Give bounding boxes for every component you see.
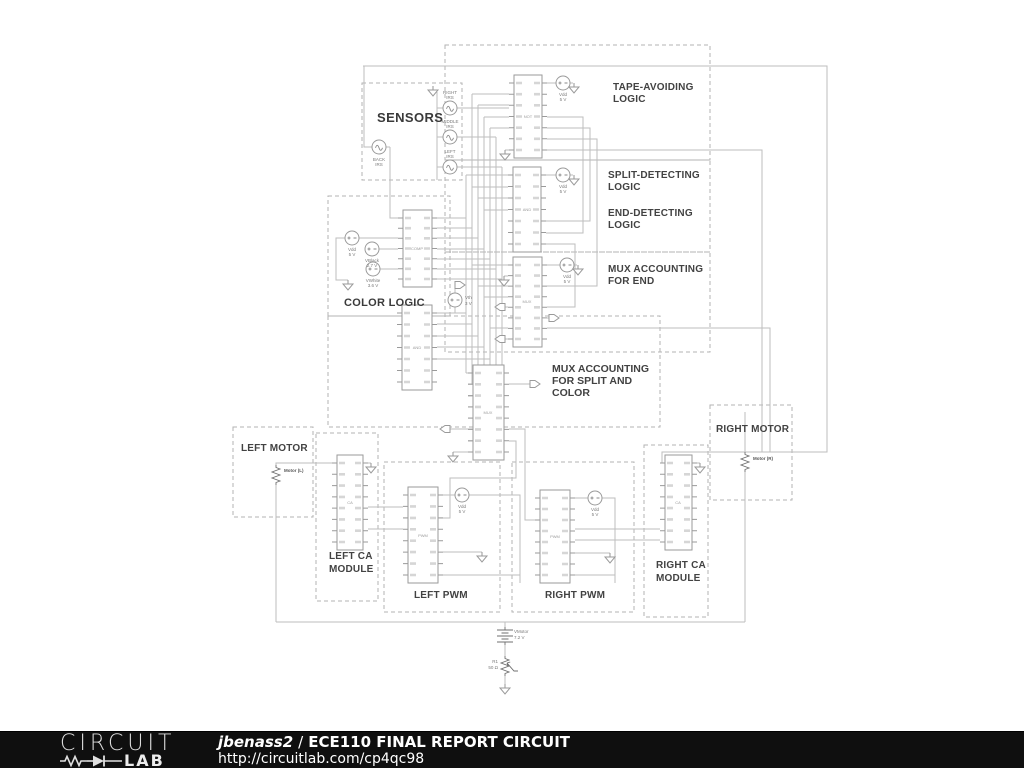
chip-comp-color <box>398 210 437 287</box>
sensor-source-icon <box>372 140 386 154</box>
motor-left-label: Motor (L) <box>284 468 304 473</box>
footer-title-line <box>218 733 570 751</box>
vmotor-label: 7.2 V <box>514 635 525 640</box>
vdd-right-pwm-label: Vdd <box>590 507 600 512</box>
motor-right-label: Motor (R) <box>753 456 773 461</box>
vdd-split-label: Vdd <box>558 184 568 189</box>
sensor-middle-label: MIDDLE <box>441 119 459 124</box>
region-box-tape <box>445 45 710 160</box>
footer-url[interactable]: http://circuitlab.com/cp4qc98 <box>218 751 425 767</box>
chip-ca-right <box>660 455 697 550</box>
region-label-color: COLOR LOGIC <box>344 297 425 309</box>
region-label-split: LOGIC <box>608 182 641 193</box>
ground-icon <box>499 276 509 286</box>
r1-label: 50 Ω <box>488 665 498 670</box>
vdd-mux-end-label: 5 V <box>563 279 571 284</box>
motor-right-resistor <box>741 452 749 472</box>
vth-label: 3 V <box>465 301 472 306</box>
chip-mux-split <box>468 365 509 460</box>
sensor-back-label: BACK <box>372 157 386 162</box>
resistor-diode-icon <box>60 754 122 768</box>
region-label-sensors: SENSORS <box>377 110 444 125</box>
vdd-tape-label: 5 V <box>559 97 567 102</box>
region-label-right-pwm: RIGHT PWM <box>545 590 606 601</box>
vwhite-label: 3.6 V <box>367 283 379 288</box>
chip-comp-label: COMP <box>411 246 423 251</box>
region-label-mux-split: MUX ACCOUNTING <box>552 363 650 375</box>
circuitlab-logo[interactable] <box>60 731 210 768</box>
region-label-end: END-DETECTING <box>608 208 693 219</box>
chip-and-color <box>397 305 437 390</box>
chip-and-split <box>508 167 546 252</box>
sensor-back-label: IRS <box>375 162 383 167</box>
sensor-middle-label: IRS <box>446 124 454 129</box>
ground-icon <box>605 553 615 563</box>
dc-source-icon <box>588 491 602 505</box>
sensor-left-label: IRS <box>446 154 454 159</box>
region-label-split: SPLIT-DETECTING <box>608 170 700 181</box>
dc-source-icon <box>455 488 469 502</box>
sensor-right-label: RIGHT <box>443 90 457 95</box>
ground-icon <box>569 83 579 93</box>
ground-icon <box>366 463 376 473</box>
region-label-right-ca: RIGHT CA <box>656 560 706 571</box>
vdd-color-label: Vdd <box>347 247 357 252</box>
dc-source-icon <box>556 168 570 182</box>
region-label-left-ca: MODULE <box>329 564 374 575</box>
chip-not-label: NOT <box>523 114 533 119</box>
ground-icon <box>448 452 458 462</box>
footer-username: jbenass2 <box>218 733 294 751</box>
region-label-left-ca: LEFT CA <box>329 551 373 562</box>
node-flag-right-icon <box>530 381 540 388</box>
vmotor-label: VMotor <box>514 629 529 634</box>
chip-pwm-left-label: PWM <box>418 533 428 538</box>
footer-divider: / <box>298 733 304 751</box>
chip-mux-split-label: MUX <box>483 410 493 415</box>
sensor-source-icon <box>443 160 457 174</box>
ground-icon <box>500 684 510 694</box>
r1-label: R1 <box>492 659 498 664</box>
vdd-left-pwm-label: 5 V <box>458 509 466 514</box>
sensor-source-icon <box>443 130 457 144</box>
ground-icon <box>477 552 487 562</box>
region-label-tape: TAPE-AVOIDING <box>613 82 694 93</box>
vwhite-label: VWhite <box>365 278 381 283</box>
ground-icon <box>695 463 705 473</box>
battery-vmotor <box>497 627 513 645</box>
vdd-tape-label: Vdd <box>558 92 568 97</box>
chip-and2-label: AND <box>412 345 422 350</box>
vdd-split-label: 5 V <box>559 189 567 194</box>
ground-icon <box>569 175 579 185</box>
region-label-right-ca: MODULE <box>656 573 701 584</box>
chip-pwm-right-label: PWM <box>550 534 560 539</box>
chip-pwm-left <box>403 487 443 583</box>
sensor-left-label: LEFT <box>444 149 456 154</box>
region-label-mux-split: COLOR <box>552 387 590 399</box>
chip-not-tape <box>509 75 547 158</box>
chip-ca-right-label: CA <box>675 500 681 505</box>
vdd-right-pwm-label: 5 V <box>591 512 599 517</box>
vth-label: Vth <box>465 295 472 300</box>
chip-mux-end-label: MUX <box>522 299 532 304</box>
footer-caption <box>218 733 570 768</box>
vblack-label: VBlack <box>364 258 380 263</box>
logo-circuit-text: CIRCUIT <box>60 731 176 756</box>
region-label-right-motor: RIGHT MOTOR <box>716 424 790 435</box>
potentiometer-r1 <box>501 656 518 676</box>
dc-source-icon <box>448 293 462 307</box>
region-label-mux-end: FOR END <box>608 276 655 287</box>
sensor-source-icon <box>443 101 457 115</box>
footer-bar <box>0 731 1024 768</box>
sensor-right-label: IRS <box>446 95 454 100</box>
chip-mux-end <box>508 257 547 347</box>
footer-title: ECE110 FINAL REPORT CIRCUIT <box>308 733 571 751</box>
node-flag-right-icon <box>455 282 465 289</box>
vdd-color-label: 5 V <box>348 252 356 257</box>
node-flag-right-icon <box>549 315 559 322</box>
ground-icon <box>343 280 353 290</box>
vdd-left-pwm-label: Vdd <box>457 504 467 509</box>
motor-left-resistor <box>272 465 280 485</box>
chip-ca-left-label: CA <box>347 500 353 505</box>
region-label-left-motor: LEFT MOTOR <box>241 443 308 454</box>
region-label-end: LOGIC <box>608 220 641 231</box>
dc-source-icon <box>560 258 574 272</box>
chip-pwm-right <box>535 490 575 583</box>
chip-ca-left <box>332 455 368 550</box>
dc-source-icon <box>365 242 379 256</box>
region-label-mux-split: FOR SPLIT AND <box>552 375 633 387</box>
dc-source-icon <box>345 231 359 245</box>
vblack-label: 2.7 V <box>366 263 378 268</box>
region-label-mux-end: MUX ACCOUNTING <box>608 264 704 275</box>
vdd-mux-end-label: Vdd <box>562 274 572 279</box>
chip-and-label: AND <box>522 207 532 212</box>
region-label-tape: LOGIC <box>613 94 646 105</box>
region-label-left-pwm: LEFT PWM <box>414 590 468 601</box>
ground-icon <box>500 150 510 160</box>
logo-lab-text: LAB <box>124 751 165 768</box>
dc-source-icon <box>556 76 570 90</box>
